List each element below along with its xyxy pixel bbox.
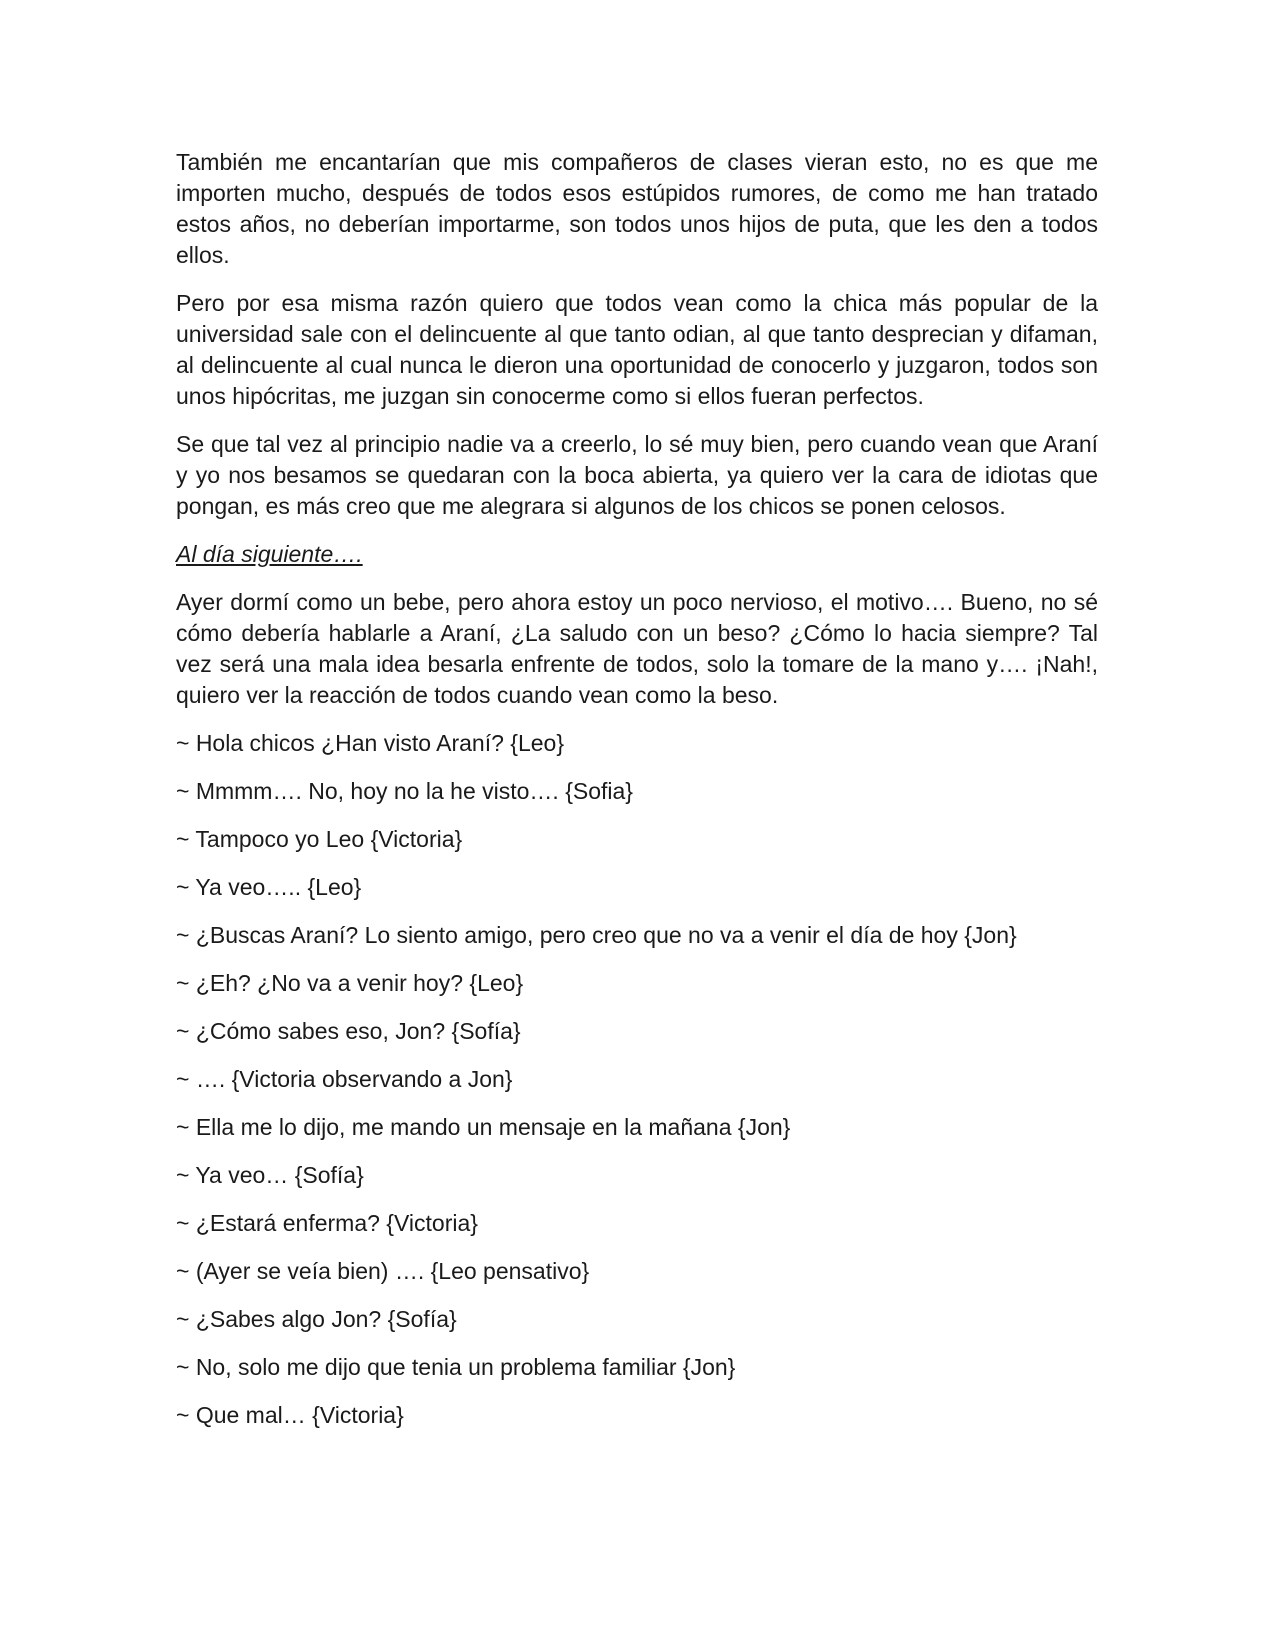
paragraph: Ayer dormí como un bebe, pero ahora estoy un poco nervioso, el motivo…. Bueno, no sé cómo debería hablarle a Araní, ¿La saludo con un beso? ¿Cómo lo hacia siempre? Tal vez será una mala idea besarla enfrente de todos, solo la tomare de la mano y…. ¡Nah!, quiero ver la reacción de todos cuando vean como la beso.	[176, 589, 1098, 708]
dialogue-line: ~ Ya veo….. {Leo}	[176, 874, 362, 900]
dialogue-line: ~ ¿Eh? ¿No va a venir hoy? {Leo}	[176, 970, 524, 996]
document-page	[176, 147, 1098, 1448]
dialogue-list	[176, 728, 1098, 1431]
section-heading: Al día siguiente….	[176, 541, 363, 567]
paragraph: También me encantarían que mis compañeros de clases vieran esto, no es que me importen mucho, después de todos esos estúpidos rumores, de como me han tratado estos años, no deberían importarme, son todos unos hijos de puta, que les den a todos ellos.	[176, 149, 1098, 268]
dialogue-line: ~ Ella me lo dijo, me mando un mensaje en la mañana {Jon}	[176, 1114, 791, 1140]
dialogue-line: ~ ¿Estará enferma? {Victoria}	[176, 1210, 478, 1236]
dialogue-line: ~ Mmmm…. No, hoy no la he visto…. {Sofia}	[176, 778, 633, 804]
dialogue-line: ~ …. {Victoria observando a Jon}	[176, 1066, 513, 1092]
dialogue-line: ~ (Ayer se veía bien) …. {Leo pensativo}	[176, 1258, 590, 1284]
dialogue-line: ~ Tampoco yo Leo {Victoria}	[176, 826, 463, 852]
paragraph: Se que tal vez al principio nadie va a creerlo, lo sé muy bien, pero cuando vean que Araní y yo nos besamos se quedaran con la boca abierta, ya quiero ver la cara de idiotas que pongan, es más creo que me alegrara si algunos de los chicos se ponen celosos.	[176, 431, 1098, 519]
dialogue-line: ~ No, solo me dijo que tenia un problema familiar {Jon}	[176, 1354, 736, 1380]
dialogue-line: ~ ¿Cómo sabes eso, Jon? {Sofía}	[176, 1018, 521, 1044]
dialogue-line: ~ ¿Sabes algo Jon? {Sofía}	[176, 1306, 457, 1332]
dialogue-line: ~ Que mal… {Victoria}	[176, 1402, 404, 1428]
dialogue-line: ~ Hola chicos ¿Han visto Araní? {Leo}	[176, 730, 565, 756]
dialogue-line: ~ ¿Buscas Araní? Lo siento amigo, pero creo que no va a venir el día de hoy {Jon}	[176, 922, 1017, 948]
paragraph: Pero por esa misma razón quiero que todos vean como la chica más popular de la universidad sale con el delincuente al que tanto odian, al que tanto desprecian y difaman, al delincuente al cual nunca le dieron una oportunidad de conocerlo y juzgaron, todos son unos hipócritas, me juzgan sin conocerme como si ellos fueran perfectos.	[176, 290, 1098, 409]
dialogue-line: ~ Ya veo… {Sofía}	[176, 1162, 364, 1188]
